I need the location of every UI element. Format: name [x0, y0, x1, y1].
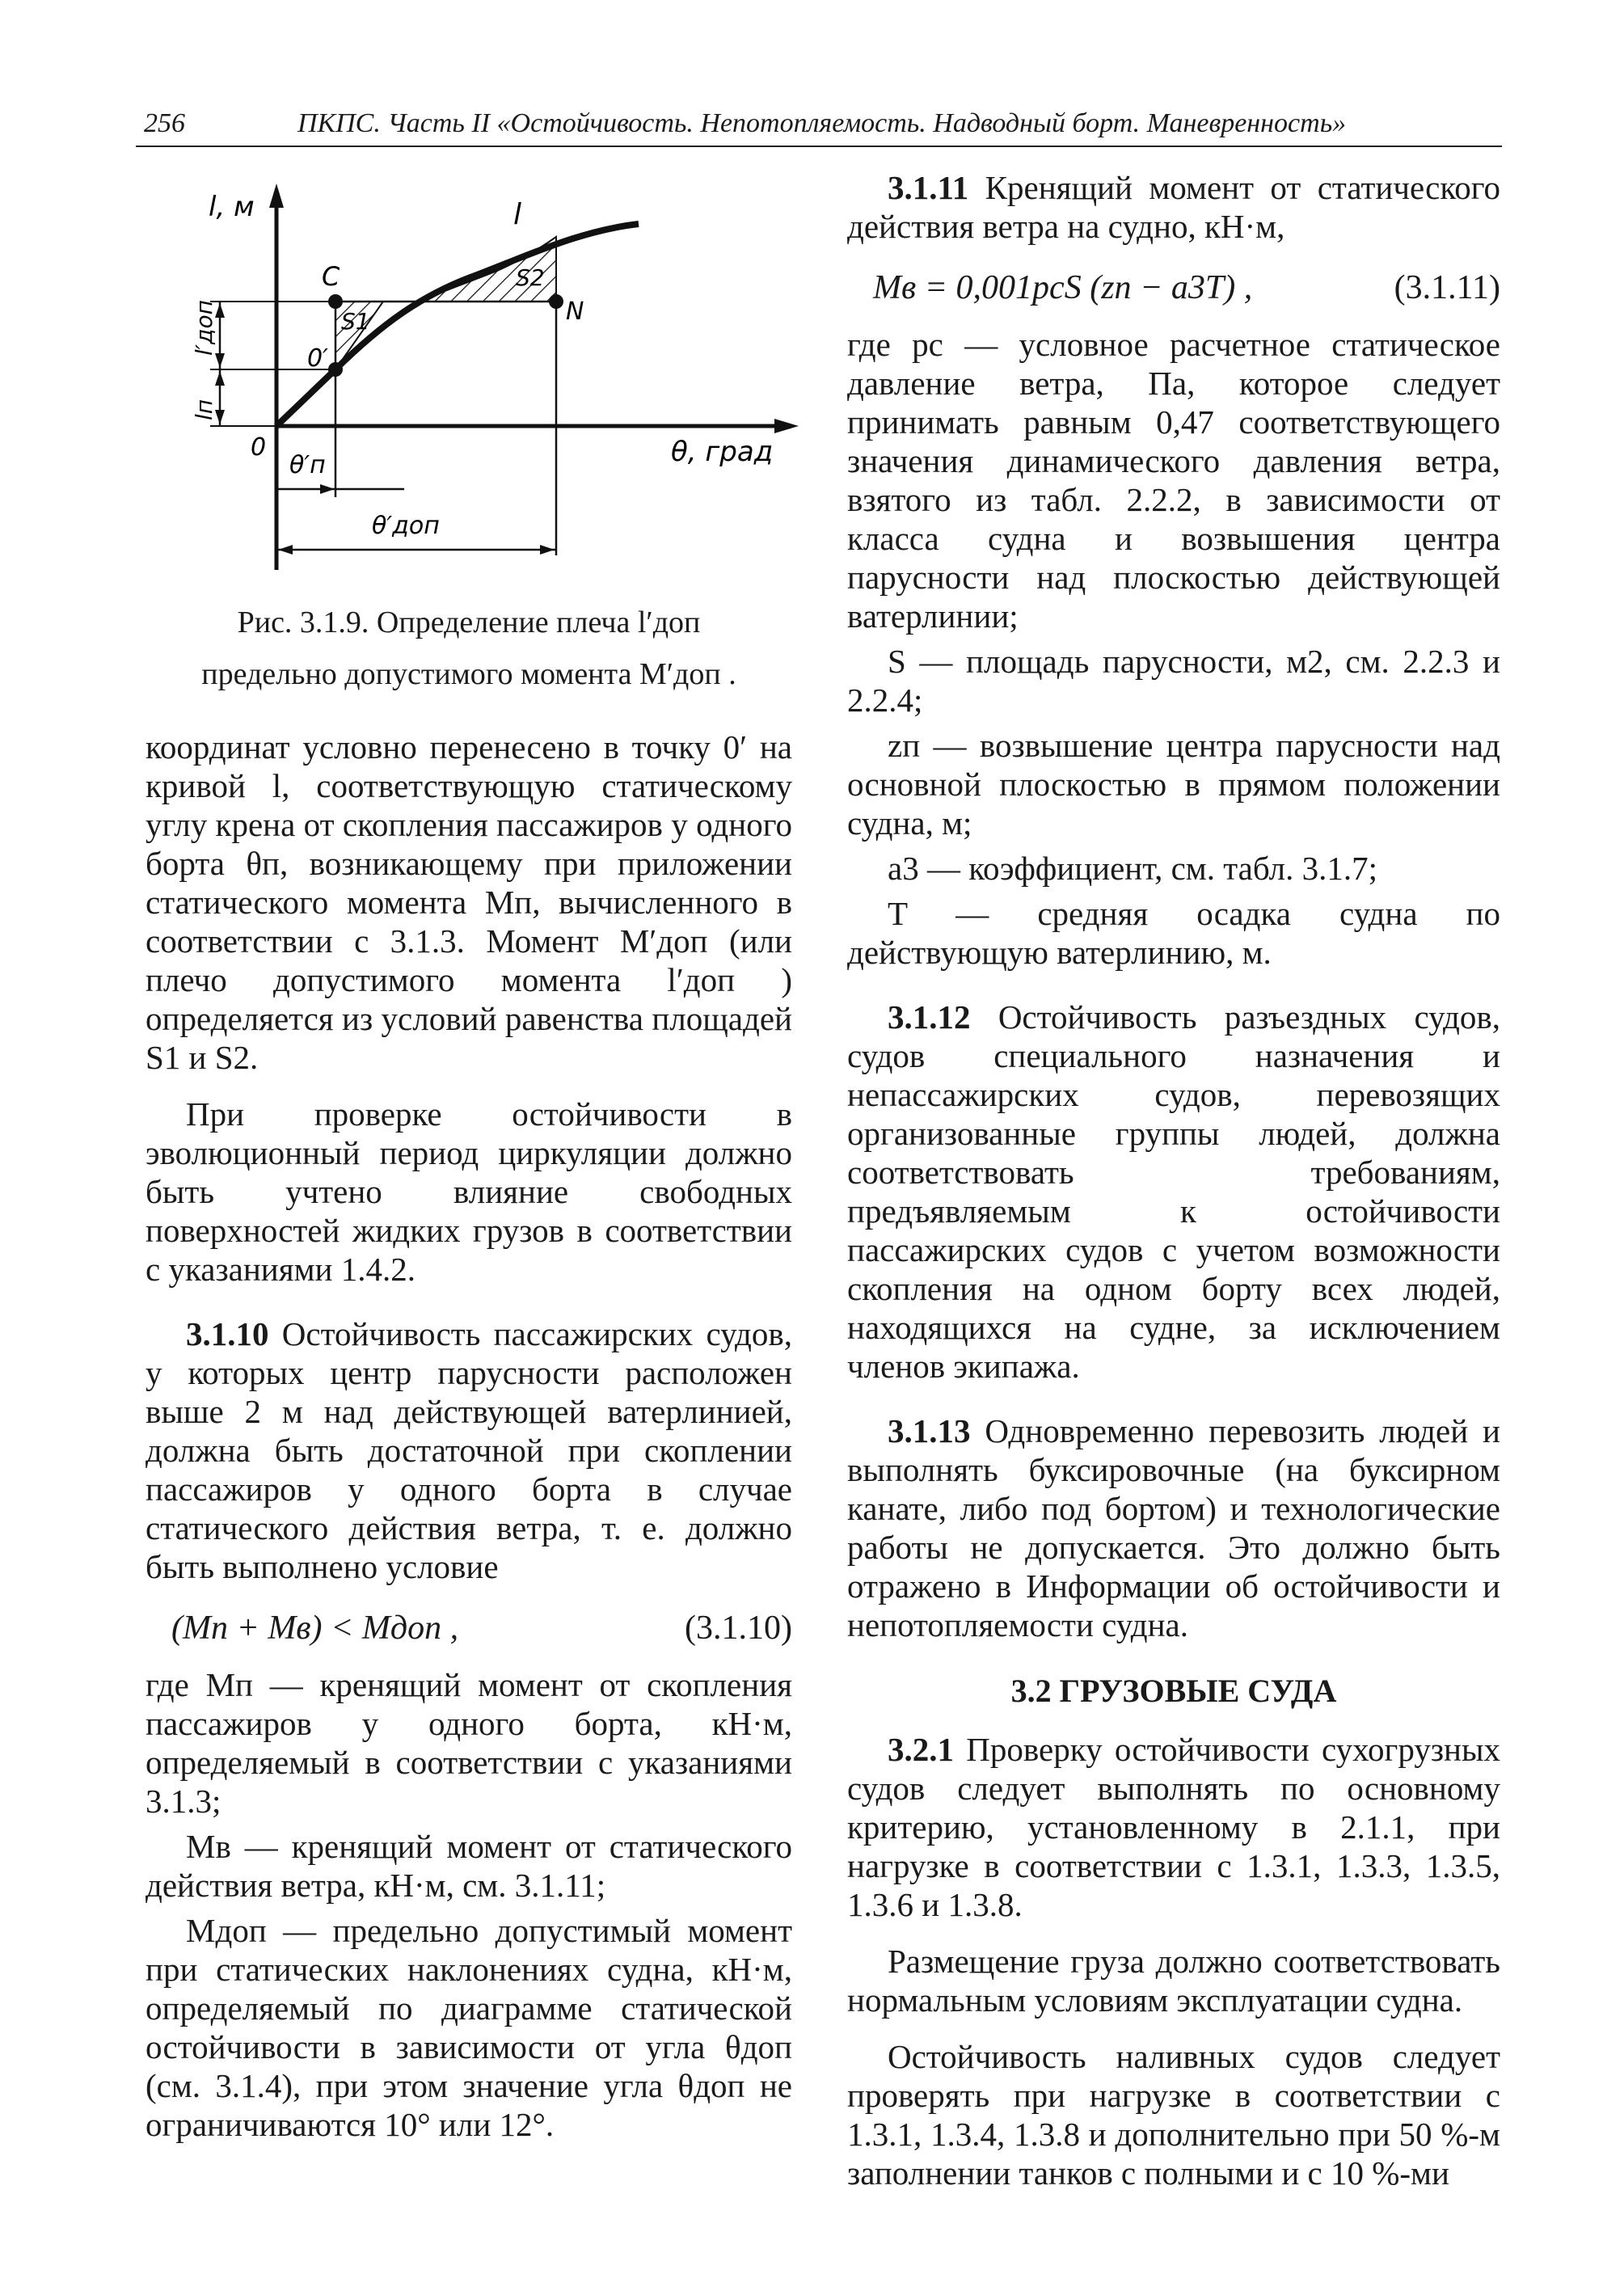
paragraph — [847, 1411, 1500, 1644]
point-n-label: N — [566, 297, 584, 326]
curve-l — [276, 224, 639, 426]
page-number: 256 — [144, 108, 185, 138]
theta-dop-label: θ′доп — [372, 512, 440, 540]
theta-p-label: θ′п — [289, 451, 326, 479]
formula-3-1-10 — [146, 1604, 792, 1654]
clause-number: 3.1.10 — [186, 1315, 269, 1352]
section-title: 3.2 ГРУЗОВЫЕ СУДА — [1010, 1673, 1337, 1709]
clause-number: 3.1.13 — [888, 1412, 971, 1449]
paragraph: координат условно перенесено в точку 0′ на кривой l, соответствующую статическому углу крена от скопления пассажиров у одного борта θп, возникающему при приложении статического момента Mп, вычисленного в соответствии с 3.1.3. Момент M′доп (или плечо допустимого момента l′доп ) определяется из условий равенства площадей S1 и S2. — [146, 728, 792, 1076]
formula-expression: (Mп + Mв) < Mдоп , — [171, 1610, 459, 1647]
l-dop-label: l′доп — [191, 300, 217, 356]
paragraph — [146, 1314, 792, 1586]
clause-text: Остойчивость пассажирских судов, у которых центр парусности расположен выше 2 м над действующей ватерлинией, должна быть достаточной при скоплении пассажиров у одного борта в случае статического действия ветра, т. е. должно быть выполнено условие — [146, 1315, 792, 1585]
definition: Mдоп — предельно допустимый момент при статических наклонениях судна, кН·м, определяемый по диаграмме статической остойчивости в зависимости от угла θдоп (см. 3.1.4), при этом значение угла θдоп не ограничиваются 10° или 12°. — [146, 1912, 792, 2143]
definition: где Mп — кренящий момент от скопления пассажиров у одного борта, кН·м, определяемый в соответствии с указаниями 3.1.3; — [146, 1666, 792, 1820]
point-o-prime-label: 0′ — [307, 344, 328, 373]
y-axis-label: l, м — [209, 191, 255, 223]
dim-arrow — [215, 371, 225, 386]
paragraph — [847, 168, 1500, 246]
paragraph — [847, 998, 1500, 1386]
left-column — [146, 728, 792, 2150]
clause-text: Одновременно перевозить людей и выполнять буксировочные (на буксирном канате, либо под бортом) и технологические работы не допускается. Это должно быть отражено в Информации об остойчивости и непотопляемости судна. — [847, 1412, 1500, 1643]
definition: Mв — кренящий момент от статического действия ветра, кН·м, см. 3.1.11; — [146, 1828, 792, 1904]
area-s1-label: S1 — [341, 308, 370, 335]
curve-label: l — [513, 198, 522, 231]
formula-number: (3.1.11) — [1394, 269, 1500, 306]
x-axis-label: θ, град — [671, 436, 774, 468]
paragraph: Остойчивость наливных судов следует проверять при нагрузке в соответствии с 1.3.1, 1.3.4, 1.3.8 и дополнительно при 50 %-м заполнении танков с полными и с 10 %-ми — [847, 2038, 1500, 2192]
origin-label: 0 — [251, 433, 267, 462]
caption-line-1: Рис. 3.1.9. Определение плеча l′доп — [237, 605, 701, 639]
clause-text: Остойчивость разъездных судов, судов специального назначения и непассажирских судов, перевозящих организованные группы людей, должна соответствовать требованиям, предъявляемым к остойчивости пассажирских судов с учетом возможности скопления на одном борту всех людей, находящихся на судне, за исключением членов экипажа. — [847, 998, 1500, 1385]
clause-number: 3.1.11 — [888, 169, 969, 206]
dim-arrow — [320, 484, 335, 494]
clause-number: 3.2.1 — [888, 1731, 954, 1768]
dim-arrow — [540, 545, 555, 555]
area-s2-label: S2 — [516, 264, 545, 291]
l-p-label: lп — [191, 399, 217, 420]
paragraph: При проверке остойчивости в эволюционный период циркуляции должно быть учтено влияние свободных поверхностей жидких грузов в соответствии с указаниями 1.4.2. — [146, 1095, 792, 1288]
running-title: ПКПС. Часть II «Остойчивость. Непотопляемость. Надводный борт. Маневренность» — [297, 108, 1347, 138]
clause-text: Кренящий момент от статического действия ветра на судно, кН·м, — [847, 169, 1500, 245]
y-axis-arrow — [269, 184, 284, 208]
definition: zп — возвышение центра парусности над основной плоскостью в прямом положении судна, м; — [847, 727, 1500, 842]
figure-caption — [137, 597, 800, 700]
definition: где pc — условное расчетное статическое давление ветра, Па, которое следует принимать равным 0,47 соответствующего значения динамического давления ветра, взятого из табл. 2.2.2, в зависимости от класса судна и возвышения центра парусности над плоскостью действующей ватерлинии; — [847, 326, 1500, 635]
formula-3-1-11 — [847, 264, 1500, 314]
point-c-label: C — [322, 261, 340, 292]
dim-arrow — [278, 545, 293, 555]
x-axis-arrow — [774, 419, 799, 433]
caption-line-2: предельно допустимого момента M′доп . — [201, 657, 736, 691]
clause-number: 3.1.12 — [888, 998, 971, 1036]
page-header — [136, 103, 1502, 147]
definition: S — площадь парусности, м2, см. 2.2.3 и 2.2.4; — [847, 643, 1500, 719]
point-n — [549, 294, 563, 309]
definition: T — средняя осадка судна по действующую ватерлинию, м. — [847, 895, 1500, 971]
paragraph: Размещение груза должно соответствовать нормальным условиям эксплуатации судна. — [847, 1943, 1500, 2019]
definition: a3 — коэффициент, см. табл. 3.1.7; — [888, 850, 1378, 887]
paragraph — [847, 1730, 1500, 1924]
formula-number: (3.1.10) — [685, 1610, 792, 1647]
right-column — [847, 168, 1500, 2210]
clause-text: Проверку остойчивости сухогрузных судов следует выполнять по основному критерию, установленному в 2.1.1, при нагрузке в соответствии с 1.3.1, 1.3.3, 1.3.5, 1.3.6 и 1.3.8. — [847, 1731, 1500, 1923]
formula-expression: Mв = 0,001pcS (zп − a3T) , — [873, 269, 1253, 306]
stability-diagram — [154, 182, 800, 586]
